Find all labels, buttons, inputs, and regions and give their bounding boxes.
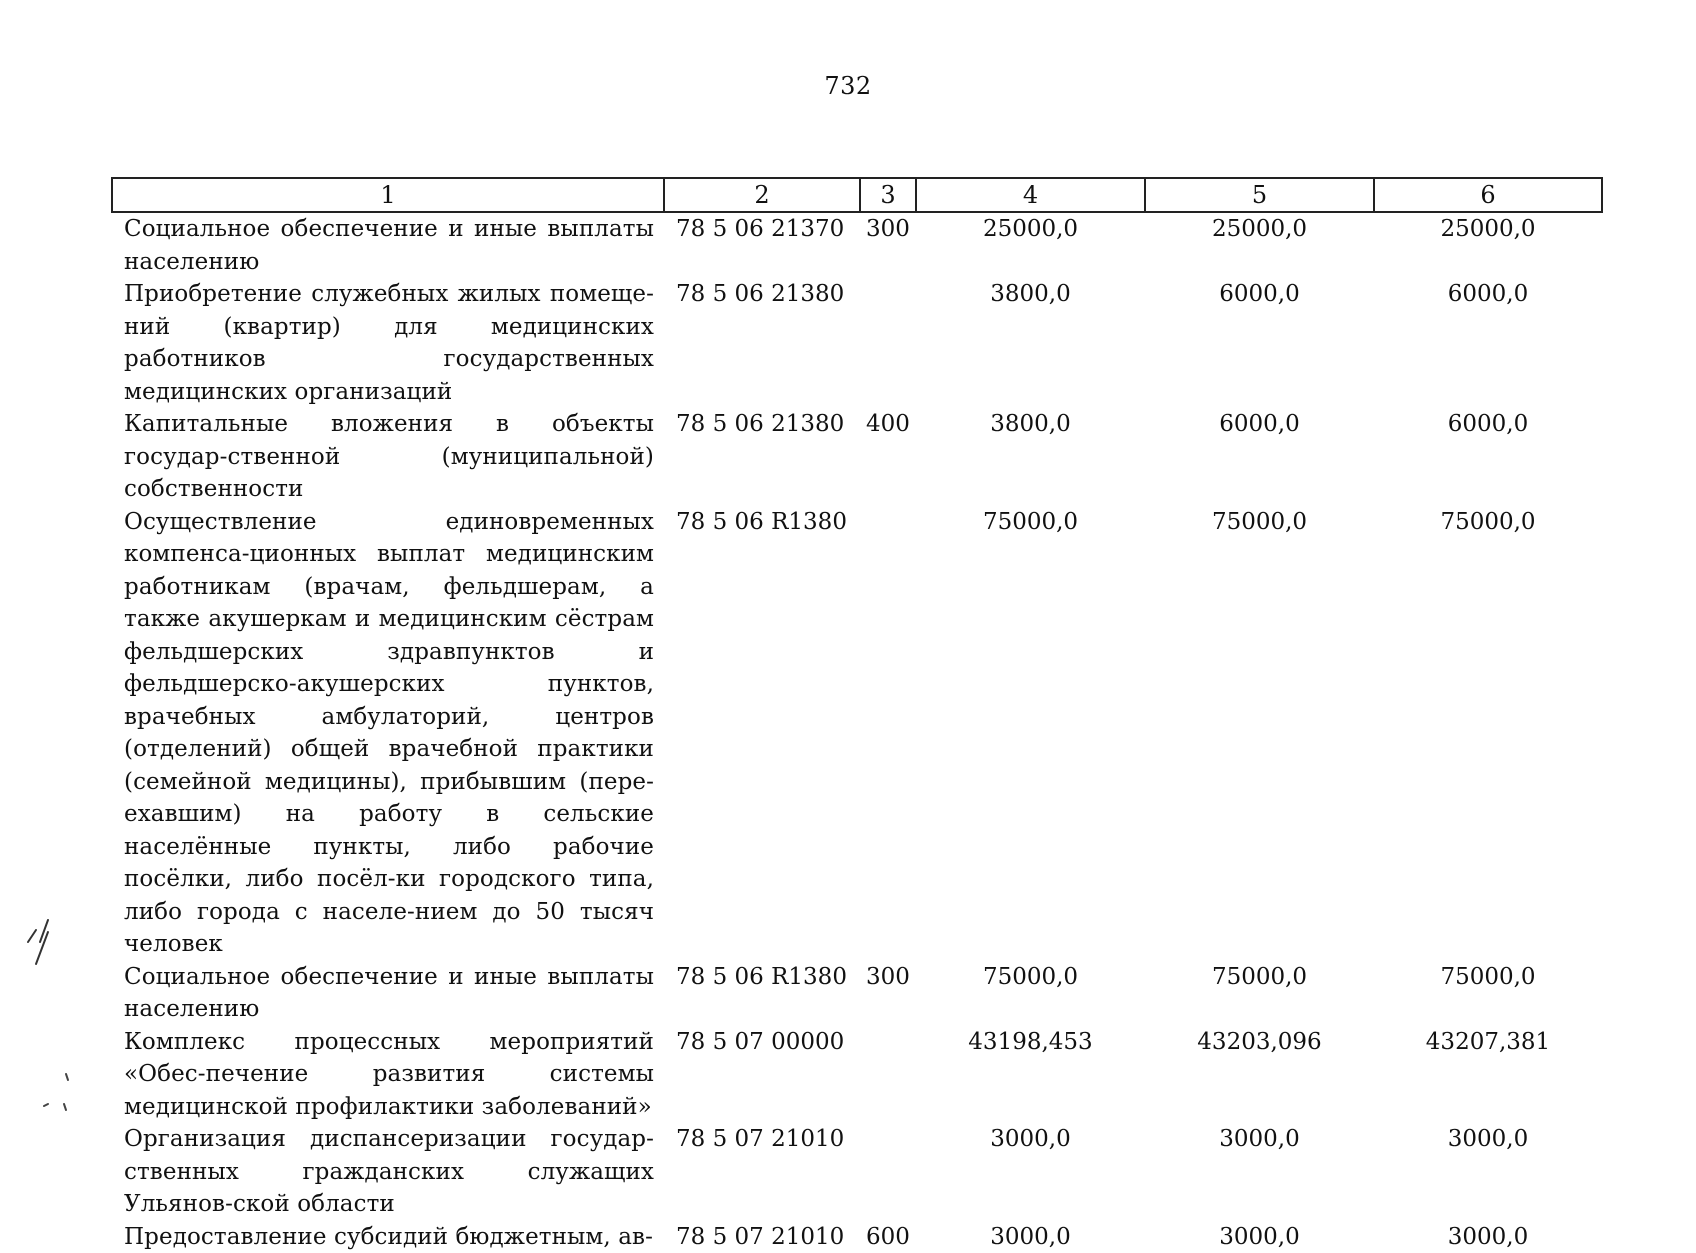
row-code: 78 5 06 21370 — [664, 212, 860, 278]
row-value-col4: 3800,0 — [916, 408, 1145, 506]
table-row — [112, 212, 1602, 278]
row-name: Комплекс процессных мероприятий «Обес-печение развития системы медицинской профилактики заболеваний» — [112, 1026, 664, 1124]
row-expense-type: 600 — [860, 1221, 916, 1253]
row-value-col4: 75000,0 — [916, 506, 1145, 961]
row-expense-type — [860, 278, 916, 408]
row-name: Социальное обеспечение и иные выплаты населению — [112, 961, 664, 1026]
row-expense-type: 300 — [860, 212, 916, 278]
column-header-5: 5 — [1145, 178, 1374, 212]
column-header-1: 1 — [112, 178, 664, 212]
row-value-col5: 75000,0 — [1145, 506, 1374, 961]
row-value-col6: 6000,0 — [1374, 278, 1602, 408]
row-value-col4: 3000,0 — [916, 1221, 1145, 1253]
row-name: Организация диспансеризации государ-ственных гражданских служащих Ульянов-ской области — [112, 1123, 664, 1221]
pen-mark-icon — [36, 1068, 76, 1118]
column-header-3: 3 — [860, 178, 916, 212]
row-value-col4: 43198,453 — [916, 1026, 1145, 1124]
row-value-col6: 25000,0 — [1374, 212, 1602, 278]
row-value-col6: 43207,381 — [1374, 1026, 1602, 1124]
row-expense-type — [860, 1026, 916, 1124]
budget-table — [111, 177, 1603, 1253]
table-row — [112, 1221, 1602, 1253]
column-header-4: 4 — [916, 178, 1145, 212]
table-row — [112, 1026, 1602, 1124]
column-header-6: 6 — [1374, 178, 1602, 212]
row-expense-type: 400 — [860, 408, 916, 506]
row-value-col4: 3800,0 — [916, 278, 1145, 408]
row-name: Социальное обеспечение и иные выплаты населению — [112, 212, 664, 278]
row-name: Осуществление единовременных компенса-ционных выплат медицинским работникам (врачам, фельдшерам, а также акушеркам и медицинским сёстрам фельдшерских здравпунктов и фельдшерско-акушерских пунктов, врачебных амбулаторий, центров (отделений) общей врачебной практики (семейной медицины), прибывшим (пере-ехавшим) на работу в сельские населённые пункты, либо рабочие посёлки, либо посёл-ки городского типа, либо города с населе-нием до 50 тысяч человек — [112, 506, 664, 961]
row-value-col4: 3000,0 — [916, 1123, 1145, 1221]
page-number: 732 — [0, 72, 1696, 100]
row-value-col6: 75000,0 — [1374, 506, 1602, 961]
row-name: Капитальные вложения в объекты государ-ственной (муниципальной) собственности — [112, 408, 664, 506]
table-row — [112, 408, 1602, 506]
row-value-col5: 6000,0 — [1145, 408, 1374, 506]
row-name: Приобретение служебных жилых помеще-ний (квартир) для медицинских работников государственных медицинских организаций — [112, 278, 664, 408]
row-value-col4: 75000,0 — [916, 961, 1145, 1026]
row-expense-type — [860, 506, 916, 961]
row-value-col5: 6000,0 — [1145, 278, 1374, 408]
row-value-col5: 3000,0 — [1145, 1221, 1374, 1253]
row-code: 78 5 06 R1380 — [664, 961, 860, 1026]
table-row — [112, 1123, 1602, 1221]
table-header-row — [112, 178, 1602, 212]
row-expense-type: 300 — [860, 961, 916, 1026]
column-header-2: 2 — [664, 178, 860, 212]
row-code: 78 5 06 R1380 — [664, 506, 860, 961]
pen-mark-icon — [18, 912, 78, 982]
row-value-col5: 75000,0 — [1145, 961, 1374, 1026]
table-row — [112, 278, 1602, 408]
row-value-col5: 43203,096 — [1145, 1026, 1374, 1124]
row-value-col5: 3000,0 — [1145, 1123, 1374, 1221]
row-code: 78 5 06 21380 — [664, 408, 860, 506]
row-name: Предоставление субсидий бюджетным, ав- — [112, 1221, 664, 1253]
row-expense-type — [860, 1123, 916, 1221]
row-value-col6: 6000,0 — [1374, 408, 1602, 506]
table-row — [112, 506, 1602, 961]
row-code: 78 5 07 21010 — [664, 1123, 860, 1221]
row-value-col6: 75000,0 — [1374, 961, 1602, 1026]
table-row — [112, 961, 1602, 1026]
row-value-col4: 25000,0 — [916, 212, 1145, 278]
row-value-col6: 3000,0 — [1374, 1123, 1602, 1221]
row-code: 78 5 06 21380 — [664, 278, 860, 408]
row-value-col6: 3000,0 — [1374, 1221, 1602, 1253]
row-value-col5: 25000,0 — [1145, 212, 1374, 278]
row-code: 78 5 07 21010 — [664, 1221, 860, 1253]
row-code: 78 5 07 00000 — [664, 1026, 860, 1124]
